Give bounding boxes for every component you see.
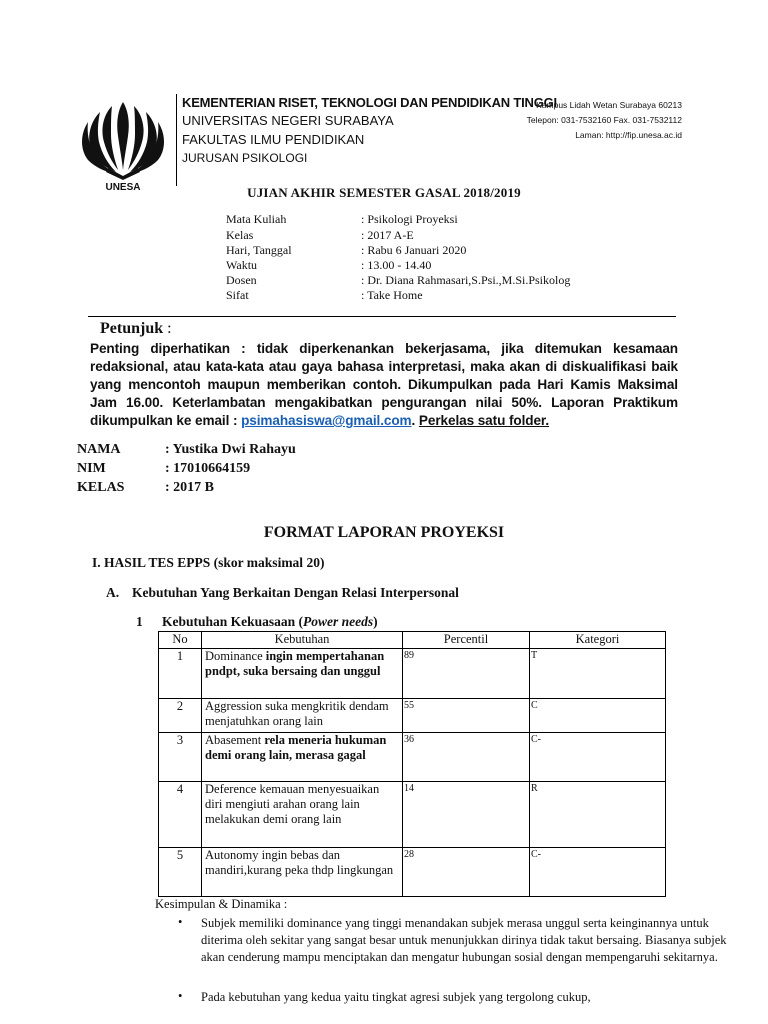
info-value: : Dr. Diana Rahmasari,S.Psi.,M.Si.Psikolog	[361, 273, 571, 287]
need-cell	[202, 782, 403, 848]
bullet-icon: •	[178, 989, 183, 1003]
column-header: No	[159, 632, 202, 649]
subsubsection-title-italic: Power needs	[303, 614, 374, 629]
folder-note: Perkelas satu folder.	[418, 413, 550, 428]
need-text: Autonomy ingin bebas dan mandiri,kurang peka thdp lingkungan	[205, 848, 394, 877]
category-cell: R	[530, 782, 666, 848]
university-name: UNIVERSITAS NEGERI SURABAYA	[182, 113, 394, 128]
unesa-logo	[78, 96, 168, 192]
table-row	[159, 848, 666, 897]
column-header: Percentil	[403, 632, 530, 649]
subsubsection-title: Kebutuhan Kekuasaan (	[162, 614, 304, 629]
need-text: Aggression suka mengkritik dendam menjatuhkan orang lain	[205, 699, 389, 728]
subsection-letter: A.	[106, 585, 120, 600]
info-label: Kelas	[226, 228, 254, 242]
table-row	[159, 733, 666, 782]
need-cell	[202, 848, 403, 897]
instructions-heading-text: Petunjuk	[100, 320, 164, 337]
instructions-body-end: .	[411, 413, 419, 428]
row-number: 1	[159, 649, 202, 699]
bullet-icon: •	[178, 915, 183, 929]
subsection-heading	[106, 585, 459, 601]
info-label: Mata Kuliah	[226, 212, 287, 226]
row-number: 4	[159, 782, 202, 848]
row-number: 3	[159, 733, 202, 782]
need-text: Abasement	[205, 733, 265, 747]
need-cell	[202, 649, 403, 699]
conclusion-paragraph: Subjek memiliki dominance yang tinggi menandakan subjek merasa unggul serta keinginannya untuk diterima oleh sekitar yang sangat besar untuk menunjukkan dirinya tidak takut bersaing. Biasanya subjek akan cenderung mampu menciptakan dan mengatur hubungan sosial dengan mempengaruhi sekitarnya.	[201, 916, 727, 964]
instructions-body: Penting diperhatikan : tidak diperkenankan bekerjasama, jika ditemukan kesamaan redaksional, atau kata-kata atau gaya bahasa interpretasi, maka akan di diskualifikasi baik yang mencontoh maupun memberikan contoh. Dikumpulkan pada Hari Kamis Maksimal Jam 16.00. Keterlambatan mengakibatkan pengurangan nilai 50%. Laporan Praktikum dikumpulkan ke email :	[90, 341, 678, 428]
nim-value: : 17010664159	[165, 461, 251, 476]
need-cell	[202, 699, 403, 733]
exam-title: UJIAN AKHIR SEMESTER GASAL 2018/2019	[247, 185, 521, 200]
student-nim-row	[77, 461, 251, 477]
info-label: Dosen	[226, 273, 257, 287]
report-title: FORMAT LAPORAN PROYEKSI	[263, 524, 505, 541]
column-header: Kategori	[530, 632, 666, 649]
name-label: NAMA	[77, 442, 121, 457]
instructions-text	[90, 340, 678, 430]
info-value: : 13.00 - 14.40	[361, 258, 432, 272]
need-text-bold: rela meneria hukuman demi orang lain, merasa gagal	[205, 733, 387, 762]
need-text-bold: ingin mempertahanan pndpt, suka bersaing dan unggul	[205, 649, 385, 678]
subsubsection-heading	[136, 614, 378, 630]
instructions-heading-colon: :	[167, 320, 172, 337]
class-label: KELAS	[77, 480, 125, 495]
table-row	[159, 782, 666, 848]
instructions-heading	[100, 320, 172, 338]
unesa-emblem-icon	[78, 96, 168, 192]
table-row	[159, 699, 666, 733]
department-name: JURUSAN PSIKOLOGI	[182, 151, 308, 165]
logo-caption: UNESA	[105, 182, 141, 192]
nim-label: NIM	[77, 461, 106, 476]
submission-email-link[interactable]: psimahasiswa@gmail.com	[241, 413, 412, 428]
percentile-cell: 28	[403, 848, 530, 897]
subsection-title: Kebutuhan Yang Berkaitan Dengan Relasi Interpersonal	[132, 585, 459, 600]
row-number: 2	[159, 699, 202, 733]
need-cell	[202, 733, 403, 782]
table-header-row	[159, 632, 666, 649]
student-name-row	[77, 442, 296, 458]
subsubsection-number: 1	[136, 614, 143, 629]
category-cell: C-	[530, 848, 666, 897]
conclusion-paragraph: Pada kebutuhan yang kedua yaitu tingkat agresi subjek yang tergolong cukup,	[201, 990, 591, 1004]
student-class-row	[77, 480, 214, 496]
row-number: 5	[159, 848, 202, 897]
class-value: : 2017 B	[165, 480, 214, 495]
info-label: Hari, Tanggal	[226, 243, 292, 257]
faculty-name: FAKULTAS ILMU PENDIDIKAN	[182, 132, 365, 147]
table-row	[159, 649, 666, 699]
percentile-cell: 89	[403, 649, 530, 699]
campus-phone: Telepon: 031-7532160 Fax. 031-7532112	[526, 115, 682, 125]
horizontal-rule	[88, 316, 676, 317]
need-text: Deference kemauan menyesuaikan diri mengiuti arahan orang lain melakukan demi orang lain	[205, 782, 380, 826]
category-cell: C	[530, 699, 666, 733]
conclusion-heading: Kesimpulan & Dinamika :	[155, 897, 288, 911]
need-text: Dominance	[205, 649, 266, 663]
info-label: Waktu	[226, 258, 258, 272]
info-value: : 2017 A-E	[361, 228, 414, 242]
section-heading: I. HASIL TES EPPS (skor maksimal 20)	[92, 555, 325, 570]
category-cell: T	[530, 649, 666, 699]
column-header: Kebutuhan	[202, 632, 403, 649]
ministry-name: KEMENTERIAN RISET, TEKNOLOGI DAN PENDIDIKAN TINGGI	[182, 95, 557, 110]
letterhead-divider	[176, 94, 177, 186]
info-value: : Psikologi Proyeksi	[361, 212, 458, 226]
info-value: : Rabu 6 Januari 2020	[361, 243, 467, 257]
subsubsection-title-end: )	[373, 614, 378, 629]
name-value: : Yustika Dwi Rahayu	[165, 442, 296, 457]
percentile-cell: 36	[403, 733, 530, 782]
percentile-cell: 14	[403, 782, 530, 848]
info-value: : Take Home	[361, 288, 423, 302]
category-cell: C-	[530, 733, 666, 782]
campus-website: Laman: http://fip.unesa.ac.id	[575, 130, 682, 140]
needs-table	[158, 631, 666, 897]
campus-address: Kampus Lidah Wetan Surabaya 60213	[536, 100, 682, 110]
percentile-cell: 55	[403, 699, 530, 733]
info-label: Sifat	[226, 288, 249, 302]
